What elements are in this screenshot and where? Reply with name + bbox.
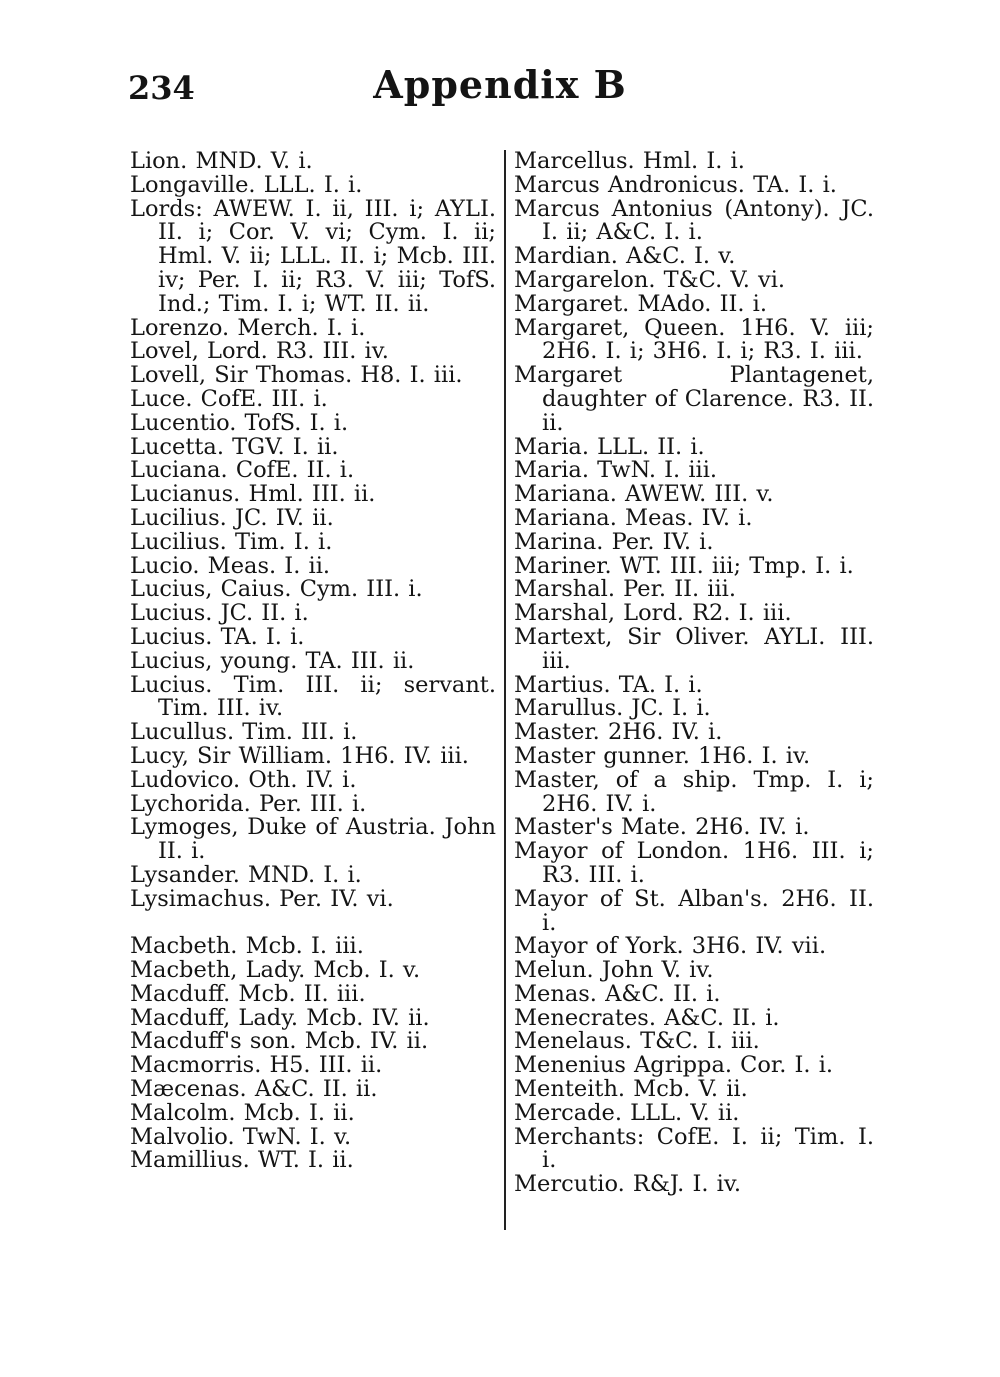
index-entry: Mardian. A&C. I. v. [514,243,736,270]
index-entry: Lysimachus. Per. IV. vi. [130,885,394,912]
index-entry: Marina. Per. IV. i. [514,528,714,555]
index-entry: Mariana. AWEW. III. v. [514,481,774,508]
index-entry: Lucius. TA. I. i. [130,623,305,650]
index-entry: Margarelon. T&C. V. vi. [514,266,786,293]
index-entry: Master. 2H6. IV. i. [514,719,723,746]
index-entry: Marshal, Lord. R2. I. iii. [514,600,792,627]
index-entry: Macduff. Mcb. II. iii. [130,980,366,1007]
index-entry: Mayor of London. 1H6. III. i; R3. III. i. [514,838,874,888]
index-entry: Melun. John V. iv. [514,957,714,984]
page-number: 234 [128,69,195,107]
index-entry: Lysander. MND. I. i. [130,861,362,888]
index-entry: Lucius, Caius. Cym. III. i. [130,576,423,603]
index-entry: Mariana. Meas. IV. i. [514,504,753,531]
index-entry: Lucius. Tim. III. ii; servant. Tim. III. iv. [130,671,496,722]
index-entry: Macduff's son. Mcb. IV. ii. [130,1028,429,1055]
index-entry: Mercade. LLL. V. ii. [514,1099,740,1126]
index-entry: Macduff, Lady. Mcb. IV. ii. [130,1004,430,1031]
index-entry: Mercutio. R&J. I. iv. [514,1171,742,1198]
index-entry: Lucius, young. TA. III. ii. [130,647,415,674]
index-entry: Lychorida. Per. III. i. [130,790,367,817]
index-entry: Master, of a ship. Tmp. I. i; 2H6. IV. i. [514,766,874,817]
index-entry: Lucio. Meas. I. ii. [130,552,331,579]
column-divider [504,150,506,1230]
index-entry: Marullus. JC. I. i. [514,695,711,722]
index-entry: Mamillius. WT. I. ii. [130,1147,354,1174]
index-entry: Malcolm. Mcb. I. ii. [130,1099,355,1126]
index-entry: Margaret. MAdo. II. i. [514,290,768,317]
index-entry: Lucilius. JC. IV. ii. [130,504,334,531]
index-entry: Lymoges, Duke of Austria. John II. i. [130,814,496,865]
running-head: Appendix B [373,62,627,107]
index-column-right [514,150,874,1197]
index-entry: Menteith. Mcb. V. ii. [514,1076,748,1103]
index-entry: Menelaus. T&C. I. iii. [514,1028,760,1055]
index-entry: Lucetta. TGV. I. ii. [130,433,339,460]
index-entry: Menecrates. A&C. II. i. [514,1004,780,1031]
index-entry: Luce. CofE. III. i. [130,385,328,412]
index-entry: Lucius. JC. II. i. [130,600,309,627]
index-entry: Margaret, Queen. 1H6. V. iii; 2H6. I. i; 3H6. I. i; R3. I. iii. [514,314,874,365]
index-entry: Macmorris. H5. III. ii. [130,1052,383,1079]
index-entry: Marshal. Per. II. iii. [514,576,737,603]
index-entry: Mariner. WT. III. iii; Tmp. I. i. [514,552,854,579]
index-entry: Macbeth, Lady. Mcb. I. v. [130,957,421,984]
index-entry: Menenius Agrippa. Cor. I. i. [514,1052,834,1079]
index-entry: Marcellus. Hml. I. i. [514,148,745,174]
index-entry: Malvolio. TwN. I. v. [130,1123,352,1150]
index-entry: Longaville. LLL. I. i. [130,171,363,198]
index-entry: Merchants: CofE. I. ii; Tim. I. i. [514,1123,874,1174]
index-entry: Menas. A&C. II. i. [514,980,721,1007]
index-entry: Lion. MND. V. i. [130,148,313,174]
index-entry: Lucentio. TofS. I. i. [130,409,349,436]
index-entry: Lovel, Lord. R3. III. iv. [130,338,389,365]
index-entry: Lovell, Sir Thomas. H8. I. iii. [130,362,463,389]
index-entry: Luciana. CofE. II. i. [130,457,355,484]
index-entry: Mayor of St. Alban's. 2H6. II. i. [514,885,874,936]
index-entry: Lucilius. Tim. I. i. [130,528,333,555]
index-entry: Marcus Andronicus. TA. I. i. [514,171,837,198]
index-entry: Mæcenas. A&C. II. ii. [130,1076,378,1103]
index-entry: Macbeth. Mcb. I. iii. [130,933,364,960]
index-entry: Marcus Antonius (Antony). JC. I. ii; A&C. I. i. [514,195,874,246]
index-entry: Lords: AWEW. I. ii, III. i; AYLI. II. i; Cor. V. vi; Cym. I. ii; Hml. V. ii; LLL. II. i; Mcb. III. iv; Per. I. ii; R3. V. iii; TofS. Ind.; Tim. I. i; WT. II. ii. [130,195,496,317]
index-entry: Mayor of York. 3H6. IV. vii. [514,933,827,960]
index-entry: Master's Mate. 2H6. IV. i. [514,814,810,841]
index-entry: Lorenzo. Merch. I. i. [130,314,366,341]
index-entry: Lucy, Sir William. 1H6. IV. iii. [130,742,469,769]
index-entry: Maria. LLL. II. i. [514,433,705,460]
index-entry: Ludovico. Oth. IV. i. [130,766,357,793]
index-entry: Martius. TA. I. i. [514,671,703,698]
index-entry: Maria. TwN. I. iii. [514,457,718,484]
index-entry: Lucianus. Hml. III. ii. [130,481,376,508]
index-entry: Martext, Sir Oliver. AYLI. III. iii. [514,623,874,674]
index-column-left [130,150,496,1173]
index-entry: Margaret Plantagenet, daughter of Clarence. R3. II. ii. [514,362,874,436]
index-entry: Master gunner. 1H6. I. iv. [514,742,811,769]
index-entry: Lucullus. Tim. III. i. [130,719,358,746]
